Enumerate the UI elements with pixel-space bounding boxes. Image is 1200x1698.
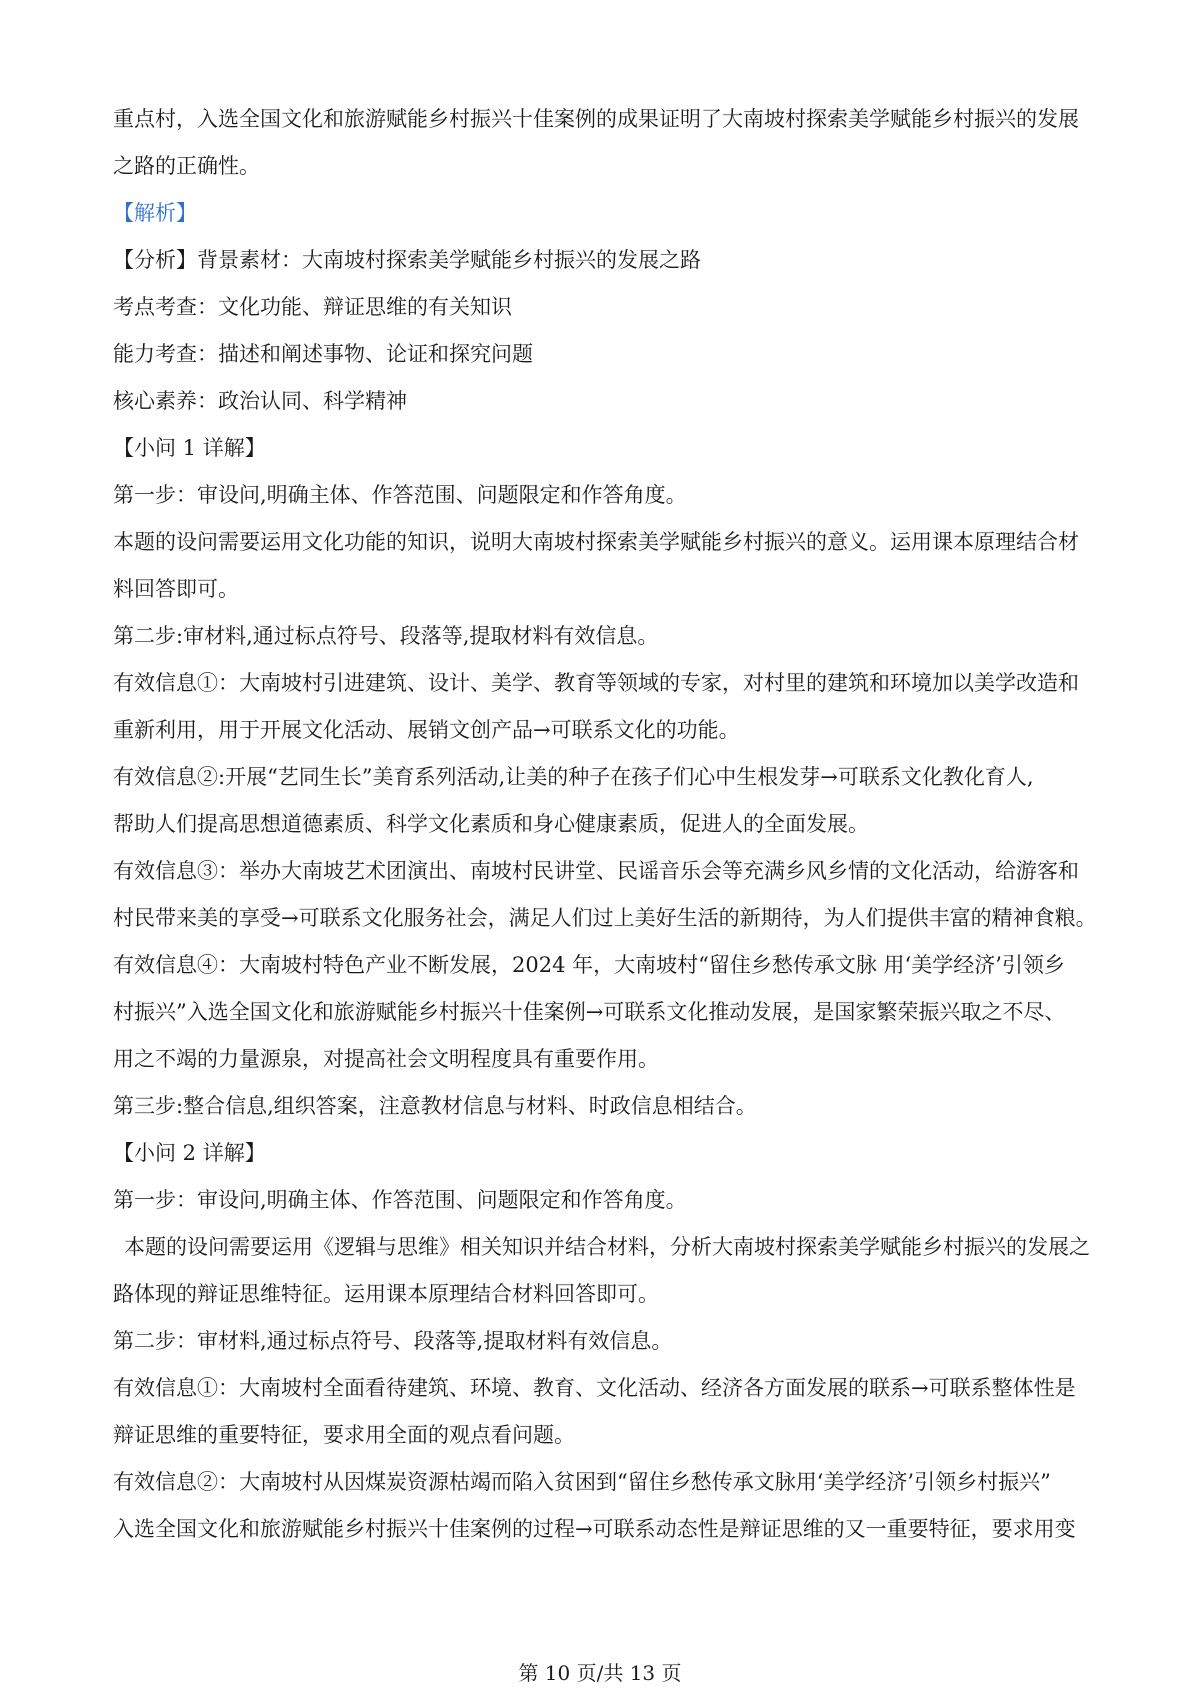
paragraph-line: 有效信息①：大南坡村引进建筑、设计、美学、教育等领域的专家，对村里的建筑和环境加以美学改造和 <box>113 671 1079 695</box>
paragraph-line: 入选全国文化和旅游赋能乡村振兴十佳案例的过程→可联系动态性是辩证思维的又一重要特征，要求用变 <box>113 1517 1076 1541</box>
paragraph-line: 村振兴”入选全国文化和旅游赋能乡村振兴十佳案例→可联系文化推动发展，是国家繁荣振兴取之不尽、 <box>113 1000 1066 1024</box>
paragraph-line: 有效信息②：大南坡村从因煤炭资源枯竭而陷入贫困到“留住乡愁传承文脉用‘美学经济’引领乡村振兴” <box>113 1470 1051 1494</box>
subquestion-heading-2: 【小问 2 详解】 <box>113 1141 266 1165</box>
paragraph-line: 第一步：审设问,明确主体、作答范围、问题限定和作答角度。 <box>113 483 687 507</box>
paragraph-line: 用之不竭的力量源泉，对提高社会文明程度具有重要作用。 <box>113 1047 659 1071</box>
paragraph-line: 【分析】背景素材：大南坡村探索美学赋能乡村振兴的发展之路 <box>113 248 701 272</box>
paragraph-line: 有效信息①：大南坡村全面看待建筑、环境、教育、文化活动、经济各方面发展的联系→可联系整体性是 <box>113 1376 1076 1400</box>
paragraph-line: 帮助人们提高思想道德素质、科学文化素质和身心健康素质，促进人的全面发展。 <box>113 812 869 836</box>
paragraph-line: 料回答即可。 <box>113 577 239 601</box>
paragraph-line: 第二步:审材料,通过标点符号、段落等,提取材料有效信息。 <box>113 624 659 648</box>
paragraph-line: 有效信息②:开展“艺同生长”美育系列活动,让美的种子在孩子们心中生根发芽→可联系文化教化育人, <box>113 765 1034 789</box>
page-content <box>113 96 1113 1553</box>
page-footer <box>0 1660 1200 1686</box>
paragraph-line: 本题的设问需要运用《逻辑与思维》相关知识并结合材料，分析大南坡村探索美学赋能乡村振兴的发展之 <box>124 1235 1090 1259</box>
paragraph-line: 村民带来美的享受→可联系文化服务社会，满足人们过上美好生活的新期待，为人们提供丰富的精神食粮。 <box>113 906 1097 930</box>
paragraph-line: 辩证思维的重要特征，要求用全面的观点看问题。 <box>113 1423 575 1447</box>
page-number: 第 10 页/共 13 页 <box>518 1661 682 1685</box>
paragraph-line: 第一步：审设问,明确主体、作答范围、问题限定和作答角度。 <box>113 1188 687 1212</box>
paragraph-line: 第三步:整合信息,组织答案，注意教材信息与材料、时政信息相结合。 <box>113 1094 757 1118</box>
paragraph-line: 有效信息④：大南坡村特色产业不断发展，2024 年，大南坡村“留住乡愁传承文脉 用‘美学经济’引领乡 <box>113 953 1065 977</box>
paragraph-line: 考点考查：文化功能、辩证思维的有关知识 <box>113 295 512 319</box>
paragraph-line: 重新利用，用于开展文化活动、展销文创产品→可联系文化的功能。 <box>113 718 740 742</box>
subquestion-heading-1: 【小问 1 详解】 <box>113 436 266 460</box>
paragraph-line: 之路的正确性。 <box>113 154 260 178</box>
paragraph-line: 第二步：审材料,通过标点符号、段落等,提取材料有效信息。 <box>113 1329 673 1353</box>
section-heading-analysis: 【解析】 <box>113 201 197 225</box>
paragraph-line: 重点村，入选全国文化和旅游赋能乡村振兴十佳案例的成果证明了大南坡村探索美学赋能乡村振兴的发展 <box>113 107 1079 131</box>
paragraph-line: 有效信息③：举办大南坡艺术团演出、南坡村民讲堂、民谣音乐会等充满乡风乡情的文化活动，给游客和 <box>113 859 1079 883</box>
paragraph-line: 路体现的辩证思维特征。运用课本原理结合材料回答即可。 <box>113 1282 659 1306</box>
paragraph-line: 本题的设问需要运用文化功能的知识，说明大南坡村探索美学赋能乡村振兴的意义。运用课本原理结合材 <box>113 530 1079 554</box>
paragraph-line: 核心素养：政治认同、科学精神 <box>113 389 407 413</box>
paragraph-line: 能力考查：描述和阐述事物、论证和探究问题 <box>113 342 533 366</box>
